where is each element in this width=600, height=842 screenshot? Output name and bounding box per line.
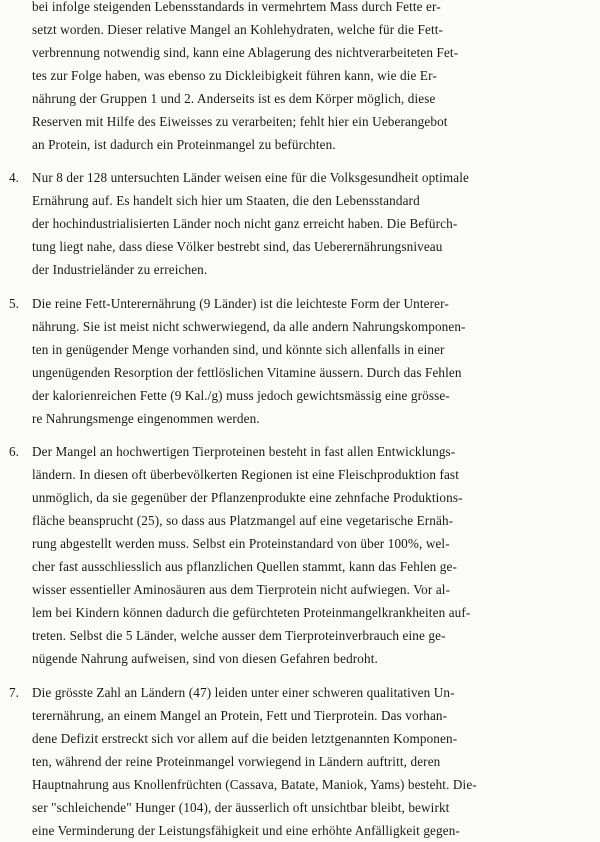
- text-line: verbrennung notwendig sind, kann eine Ablagerung des nichtverarbeiteten Fet-: [32, 45, 459, 60]
- text-line: Reserven mit Hilfe des Eiweisses zu verarbeiten; fehlt hier ein Ueberangebot: [32, 114, 448, 129]
- item-number: 4.: [9, 170, 19, 185]
- text-line: tung liegt nahe, dass diese Völker bestrebt sind, das Ueberernährungsniveau: [32, 239, 443, 254]
- item-number: 5.: [9, 296, 19, 311]
- text-line: der kalorienreichen Fette (9 Kal./g) muss jedoch gewichtsmässig eine grösse-: [32, 388, 450, 403]
- text-line: rung abgestellt werden muss. Selbst ein Proteinstandard von über 100%, wel-: [32, 536, 450, 551]
- item-number: 6.: [9, 444, 19, 459]
- text-line: der Industrieländer zu erreichen.: [32, 262, 208, 277]
- text-line: re Nahrungsmenge eingenommen werden.: [32, 411, 260, 426]
- text-line: bei infolge steigenden Lebensstandards in vermehrtem Mass durch Fette er-: [32, 0, 441, 14]
- text-line: Die reine Fett-Unterernährung (9 Länder) ist die leichteste Form der Unterer-: [32, 296, 449, 311]
- text-line: lem bei Kindern können dadurch die gefürchteten Proteinmangelkrankheiten auf-: [32, 605, 471, 620]
- text-line: cher fast ausschliesslich aus pflanzlichen Quellen stammt, kann das Fehlen ge-: [32, 559, 458, 574]
- text-line: dene Defizit erstreckt sich vor allem auf die beiden letztgenannten Komponen-: [32, 731, 458, 746]
- item-number: 7.: [9, 685, 19, 700]
- text-line: wisser essentieller Aminosäuren aus dem Tierprotein nicht aufwiegen. Vor al-: [32, 582, 451, 597]
- text-line: Der Mangel an hochwertigen Tierproteinen besteht in fast allen Entwicklungs-: [32, 444, 456, 459]
- text-line: nährung der Gruppen 1 und 2. Anderseits ist es dem Körper möglich, diese: [32, 91, 436, 106]
- text-line: Die grösste Zahl an Ländern (47) leiden unter einer schweren qualitativen Un-: [32, 685, 455, 700]
- text-line: ser "schleichende" Hunger (104), der äusserlich oft unsichtbar bleibt, bewirkt: [32, 800, 450, 815]
- text-line: Nur 8 der 128 untersuchten Länder weisen eine für die Volksgesundheit optimale: [32, 170, 469, 185]
- text-line: unmöglich, da sie gegenüber der Pflanzenprodukte eine zehnfache Produktions-: [32, 490, 463, 505]
- text-line: tes zur Folge haben, was ebenso zu Dickleibigkeit führen kann, wie die Er-: [32, 68, 437, 83]
- text-line: nährung. Sie ist meist nicht schwerwiegend, da alle andern Nahrungskomponen-: [32, 319, 466, 334]
- text-line: eine Verminderung der Leistungsfähigkeit und eine erhöhte Anfälligkeit gegen-: [32, 823, 460, 838]
- text-line: Ernährung auf. Es handelt sich hier um Staaten, die den Lebensstandard: [32, 193, 420, 208]
- text-line: nügende Nahrung aufweisen, sind von diesen Gefahren bedroht.: [32, 651, 378, 666]
- text-line: ländern. In diesen oft überbevölkerten Regionen ist eine Fleischproduktion fast: [32, 467, 459, 482]
- text-line: setzt worden. Dieser relative Mangel an Kohlehydraten, welche für die Fett-: [32, 22, 444, 37]
- text-line: der hochindustrialisierten Länder noch nicht ganz erreicht haben. Die Befürch-: [32, 216, 458, 231]
- text-line: Hauptnahrung aus Knollenfrüchten (Cassava, Batate, Maniok, Yams) besteht. Die-: [32, 777, 477, 792]
- text-line: treten. Selbst die 5 Länder, welche ausser dem Tierproteinverbrauch eine ge-: [32, 628, 446, 643]
- text-line: ungenügenden Resorption der fettlöslichen Vitamine äussern. Durch das Fehlen: [32, 365, 462, 380]
- text-line: ten in genügender Menge vorhanden sind, und könnte sich allenfalls in einer: [32, 342, 445, 357]
- text-line: an Protein, ist dadurch ein Proteinmangel zu befürchten.: [32, 137, 336, 152]
- text-line: ten, während der reine Proteinmangel vorwiegend in Ländern auftritt, deren: [32, 754, 441, 769]
- text-line: fläche beansprucht (25), so dass aus Platzmangel auf eine vegetarische Ernäh-: [32, 513, 454, 528]
- text-line: terernährung, an einem Mangel an Protein, Fett und Tierprotein. Das vorhan-: [32, 708, 448, 723]
